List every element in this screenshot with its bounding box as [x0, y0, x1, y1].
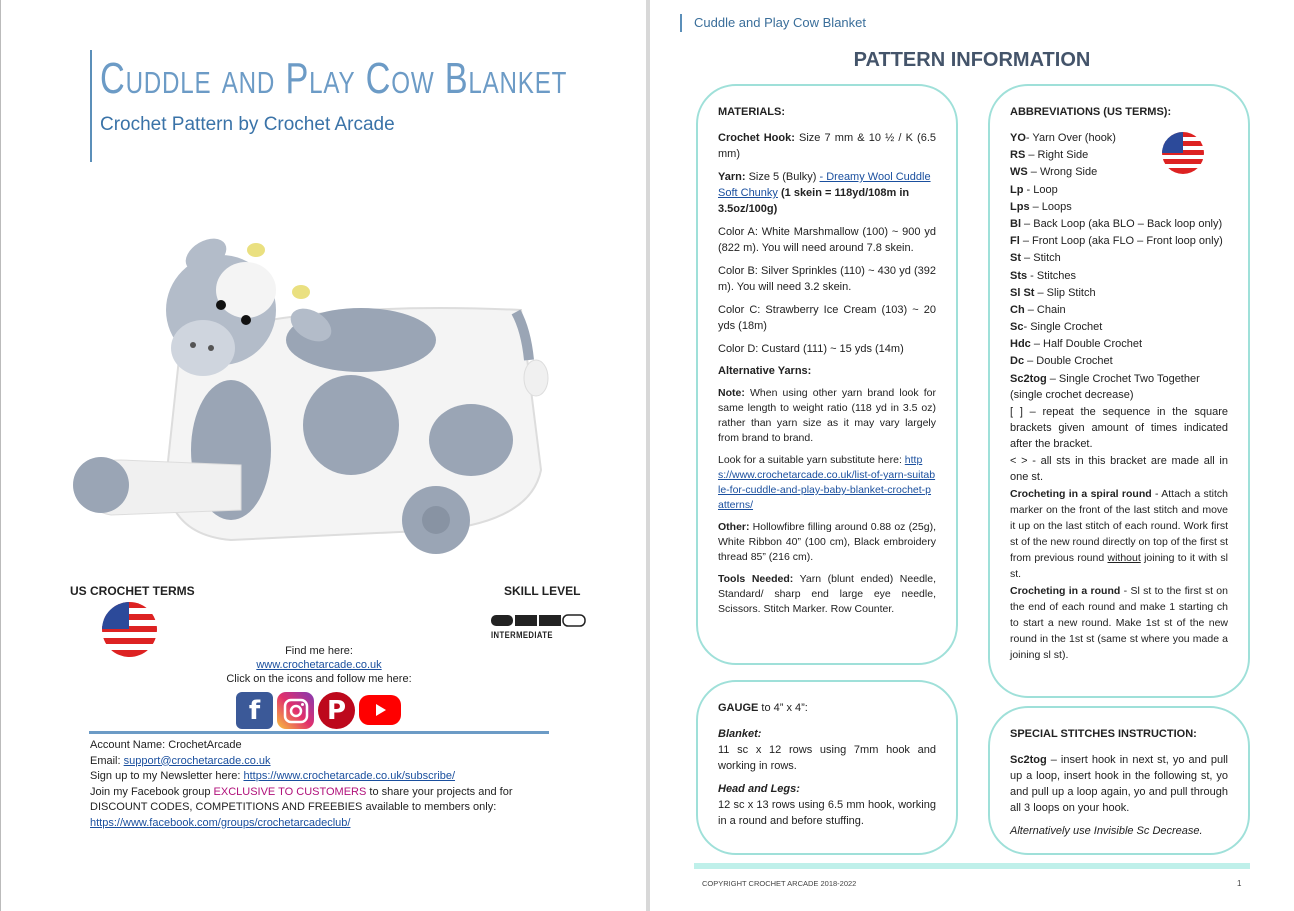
follow-text: Click on the icons and follow me here:	[226, 673, 412, 685]
alt-yarns-heading: Alternative Yarns:	[718, 365, 812, 377]
copyright: COPYRIGHT CROCHET ARCADE 2018-2022	[702, 879, 857, 888]
gauge-box	[696, 680, 958, 855]
color-c: Color C: Strawberry Ice Cream (103) ~ 20 yds (18m)	[718, 304, 936, 332]
title-block	[90, 50, 646, 162]
gauge-heading: GAUGE to 4” x 4”:	[718, 702, 808, 714]
abbreviations-heading: ABBREVIATIONS (US TERMS):	[1010, 106, 1172, 118]
abbreviation-item: WS – Wrong Side	[1010, 166, 1098, 179]
facebook-icon[interactable]: f	[236, 692, 273, 729]
color-d: Color D: Custard (111) ~ 15 yds (14m)	[718, 343, 904, 355]
us-terms-label: US CROCHET TERMS	[70, 584, 195, 598]
footer-rule	[694, 863, 1250, 869]
materials-box	[696, 84, 958, 665]
spiral-round-note: Crocheting in a spiral round - Attach a stitch marker on the front of the last stitch and move it up on the last stitch of each round. Work first st of the new round directly on top of the first st from previous round without joining to it with sl st.	[1010, 488, 1228, 581]
angle-brackets-note: < > - all sts in this bracket are made all in one st.	[1010, 455, 1228, 483]
abbreviation-item: Ch – Chain	[1010, 303, 1066, 316]
left-page	[0, 0, 646, 911]
facebook-group-link[interactable]: https://www.facebook.com/groups/crochetarcadeclub/	[90, 816, 351, 829]
contact-divider	[89, 731, 549, 734]
account-name-label: Account Name:	[90, 739, 166, 751]
yarn-info: Yarn: Size 5 (Bulky) - Dreamy Wool Cuddle Soft Chunky (1 skein = 118yd/108m in 3.5oz/100g)	[718, 171, 931, 215]
skill-level-label: SKILL LEVEL	[504, 584, 581, 598]
us-flag-icon	[1162, 132, 1204, 174]
special-alt: Alternatively use Invisible Sc Decrease.	[1010, 825, 1203, 837]
pinterest-icon[interactable]: P	[318, 692, 355, 729]
gauge-head: 12 sc x 13 rows using 6.5 mm hook, working in a round and before stuffing.	[718, 799, 936, 827]
materials-heading: MATERIALS:	[718, 106, 786, 118]
abbreviations-box	[988, 84, 1250, 698]
abbreviation-item: Fl – Front Loop (aka FLO – Front loop only)	[1010, 235, 1223, 248]
gauge-blanket: 11 sc x 12 rows using 7mm hook and working in rows.	[718, 744, 936, 772]
running-head: Cuddle and Play Cow Blanket	[680, 14, 866, 32]
abbreviation-item: Dc – Double Crochet	[1010, 355, 1113, 368]
pattern-info-title: PATTERN INFORMATION	[853, 49, 1091, 71]
brackets-note: [ ] – repeat the sequence in the square brackets given amount of times indicated after the bracket.	[1010, 405, 1228, 450]
email-link[interactable]: support@crochetarcade.co.uk	[123, 754, 271, 767]
tools-info: Tools Needed: Yarn (blunt ended) Needle, Standard/ sharp end large eye needle, Scissors. Stitch Marker. Row Counter.	[718, 573, 936, 615]
page-number: 1	[1237, 879, 1242, 888]
youtube-icon[interactable]	[359, 695, 401, 725]
hook-info: Crochet Hook: Size 7 mm & 10 ½ / K (6.5 mm)	[718, 132, 936, 160]
page-title: Cuddle and Play Cow Blanket	[100, 54, 568, 103]
abbreviation-item: Lps – Loops	[1010, 200, 1072, 213]
special-sc2tog: Sc2tog – insert hook in next st, yo and pull up a loop, insert hook in the following st, yo and pull up a loop again, yo and pull through all 3 loops on your hook.	[1010, 754, 1228, 814]
other-info: Other: Hollowfibre filling around 0.88 oz (25g), White Ribbon 40” (100 cm), Black embroidery thread 85” (216 cm).	[718, 521, 936, 563]
alt-yarns-note: Note: When using other yarn brand look for same length to weight ratio (118 yd in 3.5 oz) rather than yarn size as it may vary largely from brand to brand.	[718, 387, 937, 444]
find-me-text: Find me here:	[285, 645, 353, 657]
facebook-group-pre: Join my Facebook group	[90, 785, 211, 798]
color-b: Color B: Silver Sprinkles (110) ~ 430 yd (392 m). You will need 3.2 skein.	[718, 265, 936, 293]
email-label: Email:	[90, 754, 121, 767]
gauge-blanket-label: Blanket:	[718, 728, 762, 740]
abbreviation-item: Hdc – Half Double Crochet	[1010, 338, 1143, 351]
abbreviation-item: Sc2tog – Single Crochet Two Together (single crochet decrease)	[1010, 372, 1200, 401]
account-info	[90, 738, 560, 832]
color-a: Color A: White Marshmallow (100) ~ 900 yd (822 m). You will need around 7.8 skein.	[718, 226, 936, 254]
cow-blanket-photo	[61, 220, 561, 570]
substitute-link[interactable]: https://www.crochetarcade.co.uk/list-of-yarn-suitable-for-cuddle-and-play-baby-blanket-crochet-patterns/	[718, 454, 936, 511]
abbreviation-item: Lp - Loop	[1010, 183, 1058, 196]
right-page	[650, 0, 1294, 911]
substitute-info: Look for a suitable yarn substitute here: https://www.crochetarcade.co.uk/list-of-yarn-suitable-for-cuddle-and-play-baby-blanket-crochet-patterns/	[718, 454, 936, 511]
abbreviation-item: Sc- Single Crochet	[1010, 321, 1103, 334]
account-name: CrochetArcade	[168, 739, 242, 751]
abbreviation-item: Sts - Stitches	[1010, 269, 1077, 282]
newsletter-link[interactable]: https://www.crochetarcade.co.uk/subscribe/	[243, 770, 456, 783]
website-link[interactable]: www.crochetarcade.co.uk	[256, 659, 382, 671]
abbreviation-list	[1010, 130, 1228, 403]
skill-level-text: INTERMEDIATE	[491, 630, 553, 640]
abbreviation-item: YO- Yarn Over (hook)	[1010, 132, 1116, 144]
abbreviation-item: Sl St – Slip Stitch	[1010, 286, 1096, 299]
page-subtitle: Crochet Pattern by Crochet Arcade	[100, 114, 395, 135]
special-heading: SPECIAL STITCHES INSTRUCTION:	[1010, 728, 1197, 740]
special-stitches-box	[988, 706, 1250, 855]
find-me-block	[91, 644, 547, 686]
facebook-group-highlight: EXCLUSIVE TO CUSTOMERS	[213, 785, 367, 798]
yarn-link[interactable]: - Dreamy Wool Cuddle Soft Chunky	[718, 171, 931, 199]
abbreviation-item: RS – Right Side	[1010, 149, 1089, 162]
newsletter-label: Sign up to my Newsletter here:	[90, 770, 241, 783]
abbreviation-item: St – Stitch	[1010, 252, 1061, 265]
instagram-icon[interactable]	[277, 692, 314, 729]
abbreviation-item: Bl – Back Loop (aka BLO – Back loop only)	[1010, 217, 1223, 230]
skill-level-meter	[490, 613, 590, 627]
gauge-head-label: Head and Legs:	[718, 783, 800, 795]
social-icons	[236, 692, 401, 729]
round-note: Crocheting in a round - Sl st to the first st on the end of each round and make 1 starting ch to start a new round. Make 1st st of the new round in the 1st st (same st where you made a joining sl st).	[1010, 585, 1228, 662]
facebook-group-post: to share your projects and for DISCOUNT CODES, COMPETITIONS AND FREEBIES available to members only:	[90, 785, 513, 814]
